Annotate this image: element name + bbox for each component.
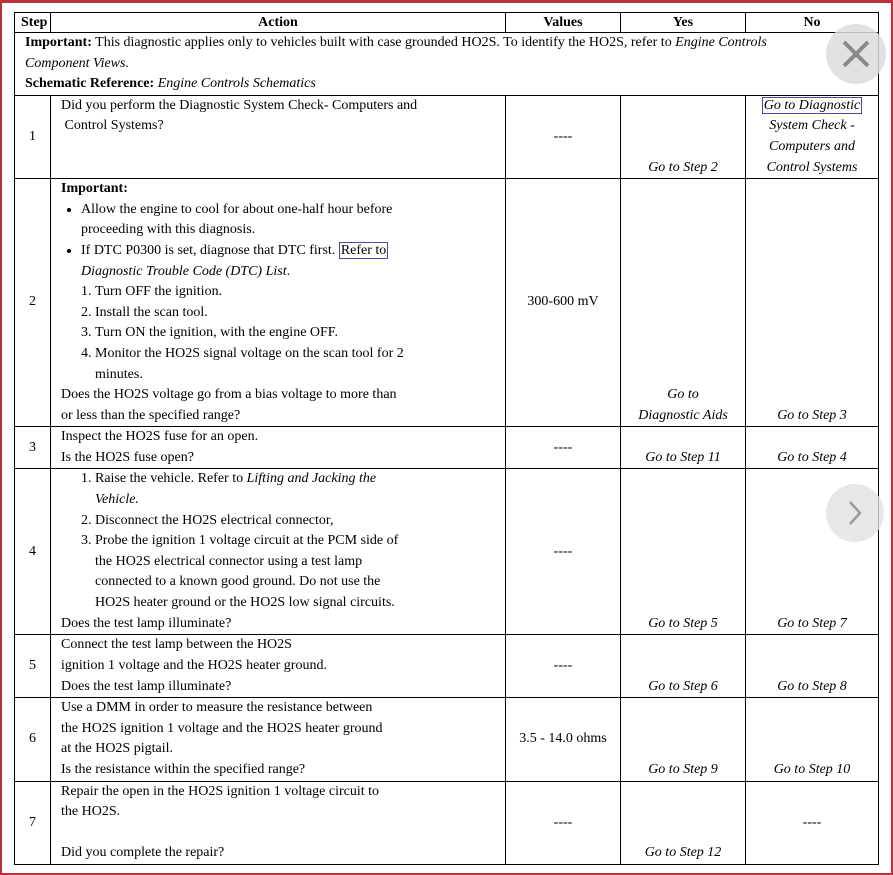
table-row [15, 427, 879, 469]
yes-link[interactable]: Go to Step 11 [621, 427, 746, 469]
action-line: Did you perform the Diagnostic System Check- Computers and [61, 97, 418, 113]
step-text: Raise the vehicle. Refer to [95, 471, 247, 487]
yes-link[interactable]: Go to Step 6 [621, 635, 746, 698]
procedure-step: 4. Monitor the HO2S signal voltage on the scan tool for 2 minutes. [95, 344, 499, 385]
step-number: 2 [15, 179, 51, 427]
yes-link-line[interactable]: Diagnostic Aids [638, 407, 728, 423]
procedure-step: 2. Install the scan tool. [95, 303, 499, 324]
header-yes: Yes [621, 13, 746, 33]
header-values: Values [506, 13, 621, 33]
action-cell [51, 427, 506, 469]
close-button[interactable] [826, 24, 886, 84]
important-text: This diagnostic applies only to vehicles built with case grounded HO2S. To identify the HO2S, refer to [91, 35, 676, 50]
yes-link[interactable]: Go to Step 2 [621, 95, 746, 178]
procedure-step: 1. Turn OFF the ignition. [95, 282, 499, 303]
yes-link[interactable]: Go to Step 5 [621, 469, 746, 635]
table-row [15, 179, 879, 427]
values-cell: 300-600 mV [506, 179, 621, 427]
no-cell: ---- [746, 781, 879, 864]
step-number: 7 [15, 781, 51, 864]
question: Does the test lamp illuminate? [61, 615, 232, 631]
action-cell [51, 698, 506, 781]
procedure-step: 2. Disconnect the HO2S electrical connector, [95, 511, 409, 532]
action-line: the HO2S ignition 1 voltage and the HO2S heater ground [61, 720, 383, 736]
important-label: Important: [61, 181, 128, 197]
no-link[interactable]: Go to Step 8 [746, 635, 879, 698]
table-row [15, 469, 879, 635]
component-views-link[interactable]: Engine Controls Component Views. [25, 35, 767, 71]
schematics-link[interactable]: Engine Controls Schematics [157, 76, 316, 92]
procedure-step: 3. Turn ON the ignition, with the engine OFF. [95, 323, 499, 344]
step-number: 3 [15, 427, 51, 469]
header-action: Action [51, 13, 506, 33]
action-line: Connect the test lamp between the HO2S [61, 637, 292, 653]
step-number: 1 [15, 95, 51, 178]
no-cell [746, 95, 879, 178]
step-number: 6 [15, 698, 51, 781]
procedure-step [95, 469, 409, 510]
action-line: ignition 1 voltage and the HO2S heater ground. [61, 658, 327, 674]
action-line: Did you complete the repair? [61, 845, 225, 861]
action-line: Is the HO2S fuse open? [61, 449, 194, 465]
schematic-label: Schematic Reference: [25, 76, 155, 92]
lifting-link[interactable]: Lifting and Jacking the Vehicle. [95, 471, 377, 508]
no-link-cont[interactable]: System Check - [769, 118, 855, 134]
bullet-text: If DTC P0300 is set, diagnose that DTC first. [81, 242, 339, 258]
action-line: at the HO2S pigtail. [61, 741, 173, 757]
important-label: Important: [25, 35, 92, 50]
procedure-step: 3. Probe the ignition 1 voltage circuit at the PCM side of the HO2S electrical connector using a test lamp connected to a known good ground. Do not use the HO2S heater ground or the HO2S low signal circuits. [95, 531, 409, 613]
next-page-button[interactable] [826, 484, 884, 542]
action-line: the HO2S. [61, 804, 121, 820]
no-link[interactable]: Go to Step 3 [746, 179, 879, 427]
no-link[interactable]: Go to Step 4 [746, 427, 879, 469]
step-number: 5 [15, 635, 51, 698]
dtc-list-link[interactable]: Refer to [340, 242, 387, 258]
header-step: Step [15, 13, 51, 33]
action-cell [51, 635, 506, 698]
table-row [15, 635, 879, 698]
values-cell: ---- [506, 781, 621, 864]
action-cell [51, 95, 506, 178]
header-row [15, 13, 879, 33]
bullet-item [81, 241, 499, 282]
action-line: Control Systems? [64, 118, 164, 134]
table-row [15, 698, 879, 781]
question: Does the HO2S voltage go from a bias voltage to more than or less than the specified range? [61, 387, 397, 423]
action-line: Is the resistance within the specified range? [61, 762, 306, 778]
close-icon [841, 39, 871, 69]
action-cell [51, 781, 506, 864]
values-cell: ---- [506, 427, 621, 469]
no-link-cont[interactable]: Computers and [769, 138, 855, 154]
bullet-item: • Allow the engine to cool for about one-half hour before proceeding with this diagnosis. [81, 200, 499, 241]
action-line: Does the test lamp illuminate? [61, 678, 232, 694]
yes-link[interactable]: Go to Step 9 [621, 698, 746, 781]
yes-link[interactable]: Go to Step 12 [621, 781, 746, 864]
important-row [15, 33, 879, 96]
no-link[interactable]: Go to Step 10 [746, 698, 879, 781]
action-line: Use a DMM in order to measure the resistance between [61, 700, 373, 716]
no-link[interactable]: Go to Diagnostic [763, 97, 861, 113]
action-cell [51, 179, 506, 427]
action-cell [51, 469, 506, 635]
yes-link-line[interactable]: Go to [667, 387, 699, 403]
chevron-right-icon [845, 499, 865, 527]
yes-link[interactable] [621, 179, 746, 427]
diagnostic-table [14, 12, 879, 865]
values-cell: ---- [506, 95, 621, 178]
values-cell: ---- [506, 635, 621, 698]
no-link-cont[interactable]: Control Systems [766, 159, 858, 175]
values-cell: ---- [506, 469, 621, 635]
action-line: Repair the open in the HO2S ignition 1 voltage circuit to [61, 783, 380, 799]
bullet-tail: . [286, 263, 291, 279]
values-cell: 3.5 - 14.0 ohms [506, 698, 621, 781]
header-no: No [746, 13, 879, 33]
action-line: Inspect the HO2S fuse for an open. [61, 429, 259, 445]
dtc-list-link-cont[interactable]: Diagnostic Trouble Code (DTC) List [81, 263, 287, 279]
step-number: 4 [15, 469, 51, 635]
no-link[interactable]: Go to Step 7 [746, 469, 879, 635]
table-row [15, 781, 879, 864]
table-row [15, 95, 879, 178]
